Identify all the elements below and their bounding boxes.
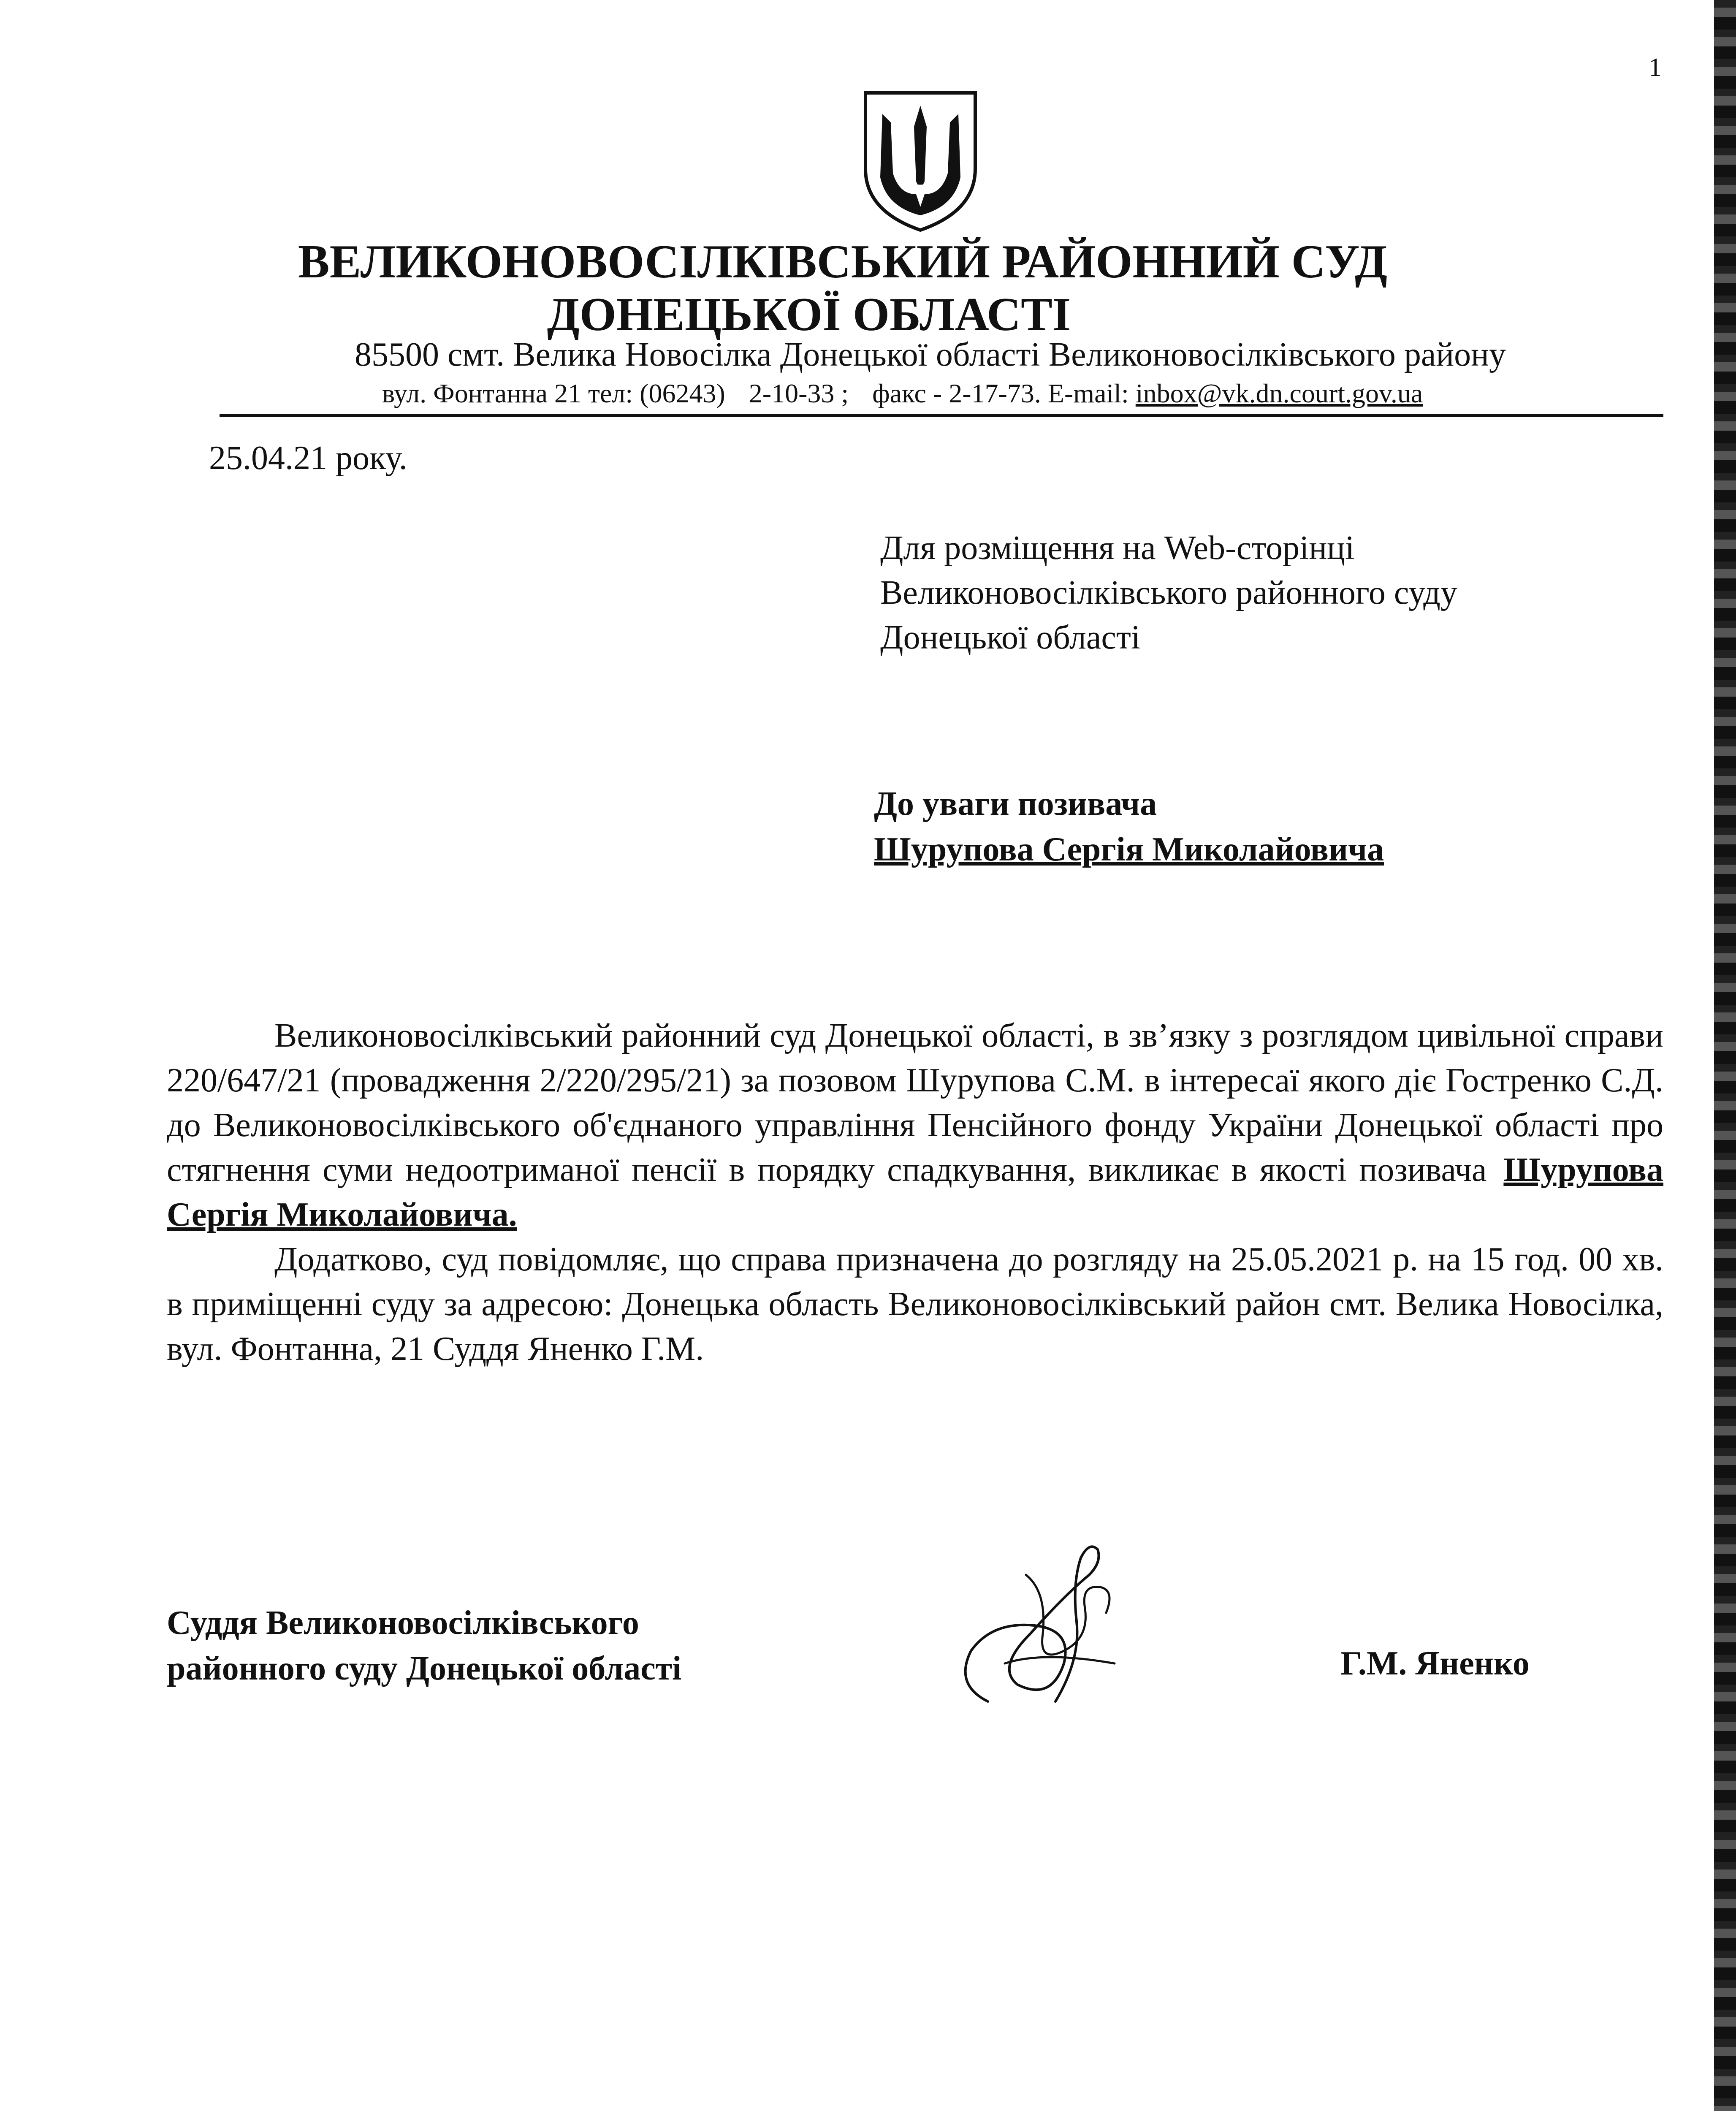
plaintiff-name-body: Шурупова Сергія Миколайовича. <box>167 1151 1663 1233</box>
summons-text: Великоновосілківський районний суд Донецької області, в зв’язку з розглядом цивільної справи 220/647/21 (провадження 2/220/295/21) за позовом Шурупова С.М. в інтересаї якого діє Гостренко С.Д. до Великоновосілківського об'єднаного управління Пенсійного фонду України Донецької області про стягнення суми недоотриманої пенсії в порядку спадкування, викликає в якості позивача <box>167 1017 1663 1188</box>
attention-line: До уваги позивача <box>874 785 1157 822</box>
attention-block <box>874 781 1384 872</box>
judge-title-line1: Суддя Великоновосілківського <box>167 1604 639 1642</box>
document-date: 25.04.21 року. <box>209 440 407 477</box>
header-divider <box>220 414 1663 417</box>
phone-number: 2-10-33 ; <box>749 378 849 408</box>
page-number: 1 <box>1649 53 1662 82</box>
plaintiff-name-header: Шурупова Сергія Миколайовича <box>874 831 1384 868</box>
court-address: 85500 смт. Велика Новосілка Донецької області Великоновосілківського району <box>355 336 1506 373</box>
scan-edge <box>1714 0 1736 2111</box>
recipient-line2: Великоновосілківського районного суду <box>880 574 1457 611</box>
judge-name: Г.М. Яненко <box>1340 1645 1530 1682</box>
handwritten-signature-icon <box>937 1524 1157 1744</box>
body-paragraph-2: Додатково, суд повідомляє, що справа призначена до розгляду на 25.05.2021 р. на 15 год. 00 хв. в приміщенні суду за адресою: Донецька область Великоновосілківський район смт. Велика Новосілка, вул. Фонтанна, 21 Суддя Яненко Г.М. <box>167 1241 1663 1368</box>
judge-title <box>167 1600 681 1691</box>
body-paragraph-1 <box>167 1013 1663 1237</box>
street-phone: вул. Фонтанна 21 тел: (06243) <box>382 378 725 408</box>
court-name-line2: ДОНЕЦЬКОЇ ОБЛАСТІ <box>547 288 1071 341</box>
document-body <box>167 1013 1663 1371</box>
court-name-line1: ВЕЛИКОНОВОСІЛКІВСЬКИЙ РАЙОННИЙ СУД <box>298 236 1388 288</box>
recipient-block <box>880 526 1457 660</box>
recipient-line3: Донецької області <box>880 619 1141 656</box>
court-contacts <box>382 378 1423 409</box>
recipient-line1: Для розміщення на Web-сторінці <box>880 529 1355 567</box>
fax-number: факс - 2-17-73. E-mail: <box>872 378 1129 408</box>
email-link[interactable]: inbox@vk.dn.court.gov.ua <box>1135 378 1423 408</box>
judge-title-line2: районного суду Донецької області <box>167 1650 682 1687</box>
trident-emblem-icon <box>857 89 984 232</box>
